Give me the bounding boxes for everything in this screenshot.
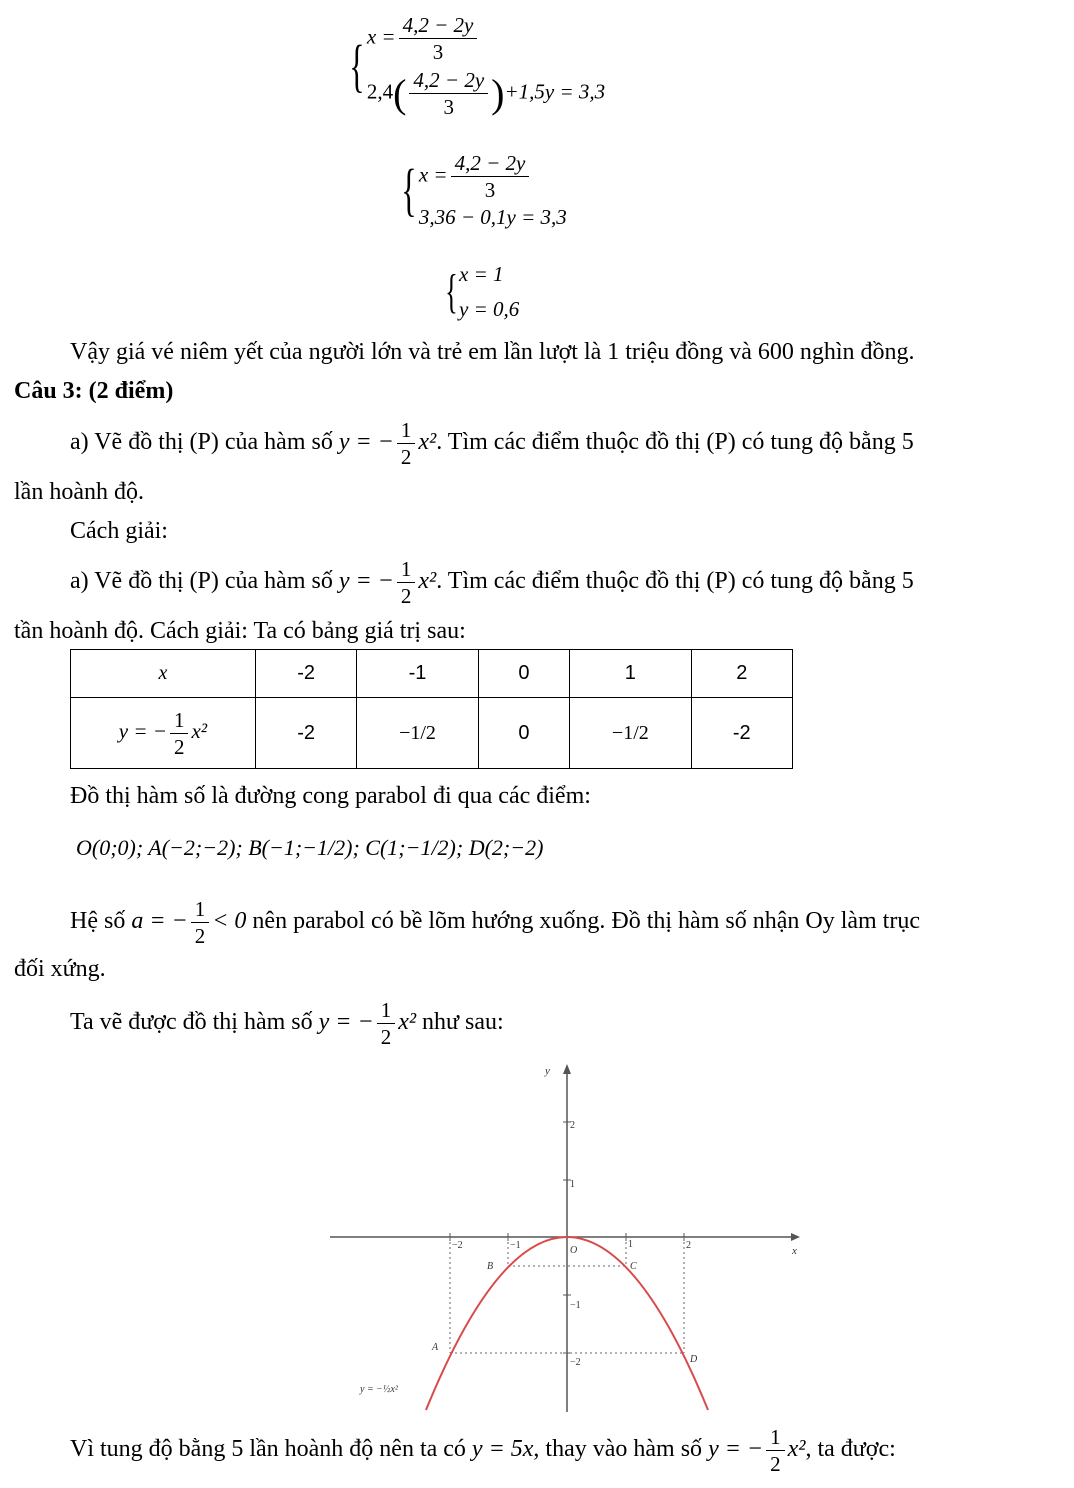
coefficient-text: Hệ số a = − $\frac{1}{2}$ < 0 nên parabol có bề lõm hướng xuống. Đồ thị hàm số nhận Oy làm trục — [70, 897, 920, 948]
point-label-c: C — [630, 1261, 637, 1272]
system-1: { x = $\frac{4,2 - 2y}{3}$ 2,4( $\frac{4,2 - 2y}{3}$ )+1,5y = 3,3 — [349, 13, 606, 119]
question-3a-line2: lần hoành độ. — [14, 479, 144, 505]
table-cell: y = − $\frac{1}{2}$ x² — [71, 698, 256, 769]
y-axis-label: y — [545, 1065, 550, 1077]
table-cell: 1 — [570, 650, 691, 698]
x-axis-arrow-icon — [791, 1233, 800, 1241]
x-axis-label: x — [792, 1245, 797, 1257]
origin-label: O — [570, 1245, 578, 1256]
conclusion-text: Vậy giá vé niêm yết của người lớn và trẻ em lần lượt là 1 triệu đồng và 600 nghìn đồng. — [70, 339, 915, 365]
x-tick-label: 1 — [628, 1239, 633, 1250]
table-row — [71, 698, 793, 769]
graph-description: Đồ thị hàm số là đường cong parabol đi qua các điểm: — [70, 783, 591, 809]
table-cell: -1 — [357, 650, 478, 698]
method-label: Cách giải: — [70, 518, 168, 544]
y-tick-label: −1 — [570, 1300, 581, 1311]
table-cell: 0 — [478, 650, 569, 698]
point-label-d: D — [690, 1354, 698, 1365]
table-cell: −1/2 — [357, 698, 478, 769]
table-cell: −1/2 — [570, 698, 691, 769]
solution-3a: a) Vẽ đồ thị (P) của hàm số y = − $\frac{1}{2}$ x². Tìm các điểm thuộc đồ thị (P) có tung độ bằng 5 — [70, 557, 914, 608]
point-label-a: A — [432, 1342, 439, 1353]
point-label-b: B — [487, 1261, 494, 1272]
question-3a: a) Vẽ đồ thị (P) của hàm số y = − $\frac{1}{2}$ x². Tìm các điểm thuộc đồ thị (P) có tung độ bằng 5 — [70, 418, 914, 469]
table-cell: 0 — [478, 698, 569, 769]
question-3-title: Câu 3: (2 điểm) — [14, 378, 174, 404]
x-tick-label: −1 — [510, 1240, 521, 1251]
table-cell: -2 — [255, 698, 356, 769]
x-tick-label: −2 — [452, 1240, 463, 1251]
table-row — [71, 650, 793, 698]
y-tick-label: 2 — [570, 1120, 575, 1131]
table-cell: x — [71, 650, 256, 698]
final-line: Vì tung độ bằng 5 lần hoành độ nên ta có y = 5x, thay vào hàm số y = − $\frac{1}{2}$ x², ta được: — [70, 1425, 896, 1476]
curve-label: y = −½x² — [360, 1384, 398, 1395]
y-tick-label: −2 — [570, 1357, 581, 1368]
parabola-graph — [330, 1060, 810, 1420]
table-cell: -2 — [255, 650, 356, 698]
points-list: O(0;0); A(−2;−2); B(−1;−1/2); C(1;−1/2); D(2;−2) — [76, 835, 544, 860]
value-table — [70, 649, 793, 769]
system-3: { x = 1 y = 0,6 — [445, 262, 520, 321]
draw-text: Ta vẽ được đồ thị hàm số y = − $\frac{1}{2}$ x² như sau: — [70, 998, 504, 1049]
y-tick-label: 1 — [570, 1179, 575, 1190]
y-axis-arrow-icon — [563, 1064, 571, 1074]
x-tick-label: 2 — [686, 1240, 691, 1251]
solution-3a-line2: tần hoành độ. Cách giải: Ta có bảng giá trị sau: — [14, 618, 466, 644]
coefficient-line2: đối xứng. — [14, 956, 106, 982]
system-2: { x = $\frac{4,2 - 2y}{3}$ 3,36 − 0,1y = 3,3 — [401, 151, 567, 229]
table-cell: 2 — [691, 650, 792, 698]
table-cell: -2 — [691, 698, 792, 769]
